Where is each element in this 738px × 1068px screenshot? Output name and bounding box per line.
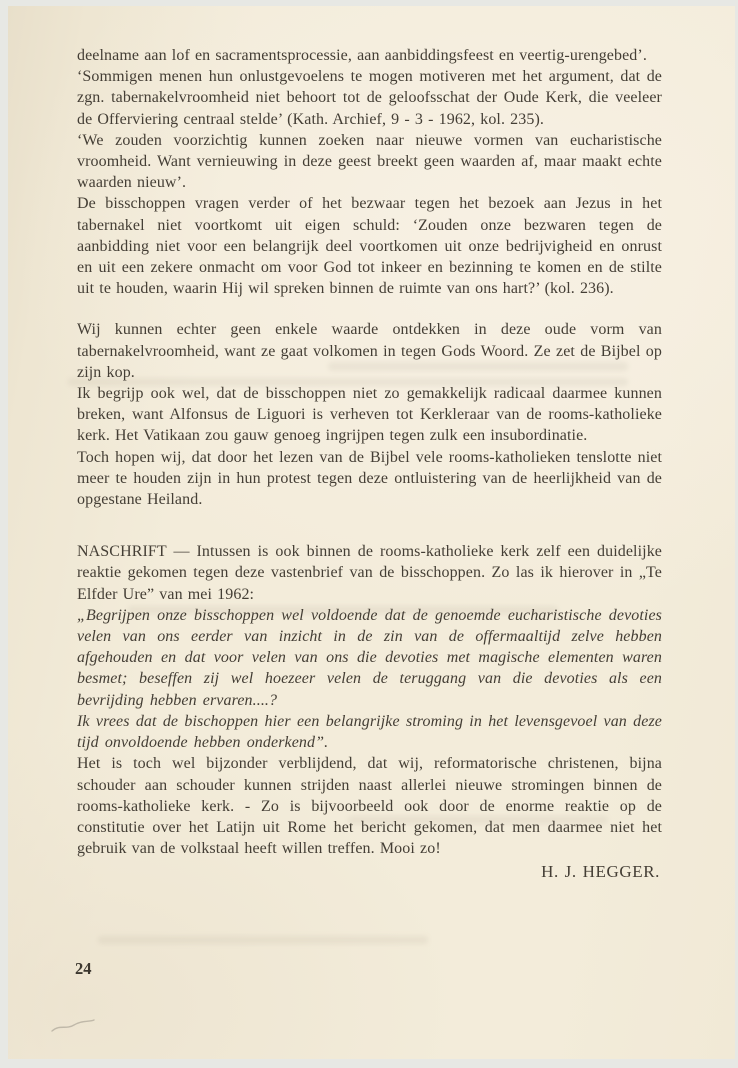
paragraphs-container xyxy=(77,45,662,859)
paragraph: Toch hopen wij, dat door het lezen van de Bijbel vele rooms-katholieken tenslotte niet meer te houden zijn in hun protest tegen deze ontluistering van de heerlijkheid van de opgestane Heiland. xyxy=(77,448,662,509)
paragraph: „Begrijpen onze bisschoppen wel voldoende dat de genoemde eucharistische devoties velen van ons eerder van inzicht in de zin van de offermaaltijd zelve hebben afgehouden en dat voor velen van ons die devoties met magische elementen waren besmet; beseffen zij wel hoezeer velen de teruggang van die devoties als een bevrijding hebben ervaren....? xyxy=(77,606,662,709)
paragraph: Ik begrijp ook wel, dat de bisschoppen niet zo gemakkelijk radicaal daarmee kunnen breken, want Alfonsus de Liguori is verheven tot Kerkleraar van de rooms-katholieke kerk. Het Vatikaan zou gauw genoeg ingrijpen tegen zulk een insubordinatie. xyxy=(77,385,662,445)
paragraph: ‘We zouden voorzichtig kunnen zoeken naar nieuwe vormen van eucharistische vroomheid. Want vernieuwing in deze geest breekt geen waarden af, maar maakt echte waarden nieuw’. xyxy=(77,131,662,192)
text-block xyxy=(77,45,662,883)
paragraph: Het is toch wel bijzonder verblijdend, dat wij, reformatorische christenen, bijna schouder aan schouder kunnen strijden naast allerlei nieuwe stromingen binnen de rooms-katholieke kerk. - Zo is bijvoorbeeld ook door de enorme reaktie op de constitutie over het Latijn uit Rome het bericht gekomen, dat men daarmee niet het gebruik van de volkstaal heeft willen treffen. Mooi zo! xyxy=(77,755,662,858)
book-page xyxy=(8,6,735,1059)
paragraph: De bisschoppen vragen verder of het bezwaar tegen het bezoek aan Jezus in het tabernakel niet voortkomt uit eigen schuld: ‘Zouden onze bezwaren tegen de aanbidding niet voor een belangrijk deel voortkomen uit onze bedrijvigheid en onrust en uit een zekere onmacht om voor God tot inkeer en bezinning te komen en de stilte uit te houden, waarin Hij wil spreken binnen de ruimte van ons hart?’ (kol. 236). xyxy=(77,195,662,298)
paragraph: Ik vrees dat de bischoppen hier een belangrijke stroming in het levensgevoel van deze tijd onvoldoende hebben onderkend”. xyxy=(77,712,662,752)
paragraph: deelname aan lof en sacramentsprocessie, aan aanbiddingsfeest en veertig-urengebed’. xyxy=(77,47,647,64)
paragraph: NASCHRIFT — Intussen is ook binnen de rooms-katholieke kerk zelf een duidelijke reaktie gekomen tegen deze vastenbrief van de bisschoppen. Zo las ik hierover in „Te Elfder Ure” van mei 1962: xyxy=(77,543,662,603)
author-signature: H. J. HEGGER. xyxy=(541,862,660,882)
page-number: 24 xyxy=(75,959,92,978)
pencil-mark xyxy=(50,1018,96,1034)
paragraph: Wij kunnen echter geen enkele waarde ontdekken in deze oude vorm van tabernakelvroomheid, want ze gaat volkomen in tegen Gods Woord. Ze zet de Bijbel op zijn kop. xyxy=(77,321,662,381)
show-through-smudge xyxy=(98,936,428,944)
paragraph: ‘Sommigen menen hun onlustgevoelens te mogen motiveren met het argument, dat de zgn. tabernakelvroomheid niet behoort tot de geloofsschat der Oude Kerk, die veeleer de Offerviering centraal stelde’ (Kath. Archief, 9 - 3 - 1962, kol. 235). xyxy=(77,68,662,128)
